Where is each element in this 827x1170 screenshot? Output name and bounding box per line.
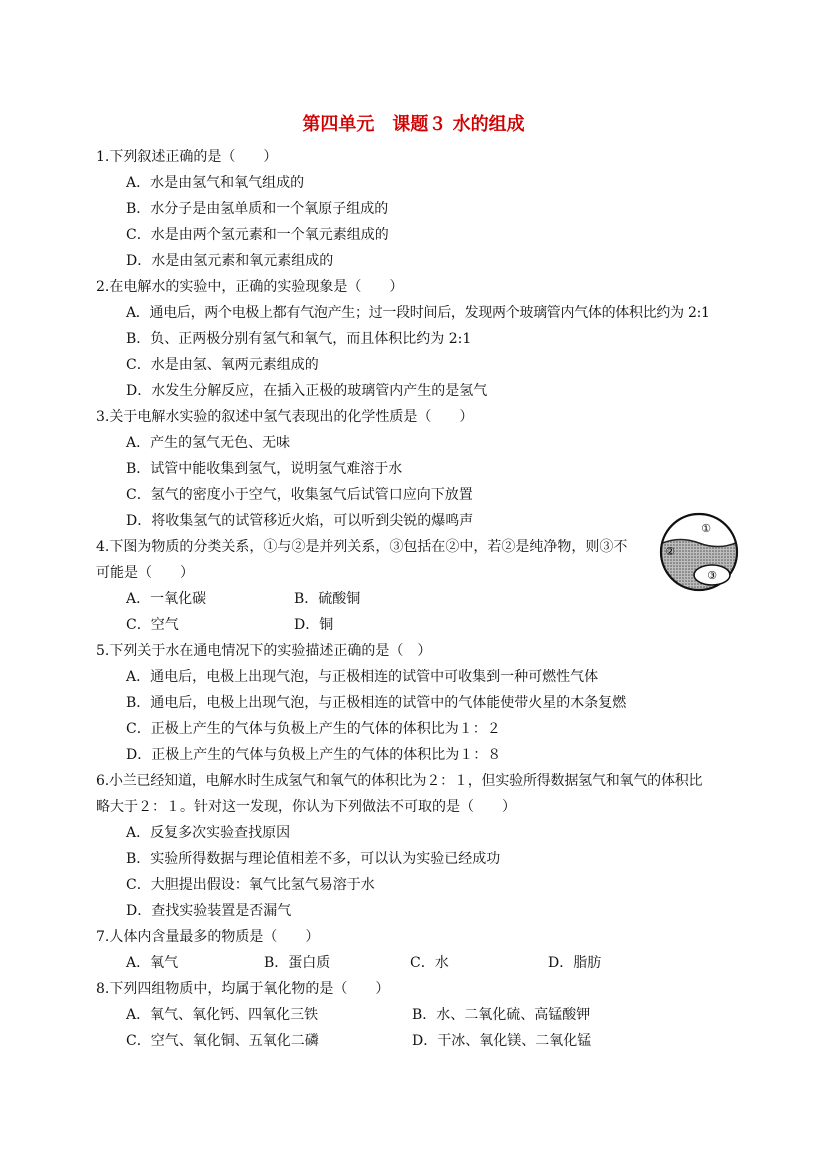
question-5-option-d: D．正极上产生的气体与负极上产生的气体的体积比为１：８ — [126, 747, 502, 763]
question-6-option-b: B．实验所得数据与理论值相差不多，可以认为实验已经成功 — [126, 851, 501, 867]
question-8-option-c: C．空气、氧化铜、五氧化二磷 — [126, 1033, 319, 1049]
question-8-option-a: A．氧气、氧化钙、四氧化三铁 — [126, 1007, 319, 1023]
question-3-option-a: A．产生的氢气无色、无味 — [126, 435, 291, 451]
question-5-option-b: B．通电后，电极上出现气泡，与正极相连的试管中的气体能使带火星的木条复燃 — [126, 695, 627, 711]
question-2-option-c: C．水是由氢、氧两元素组成的 — [126, 357, 319, 373]
question-2-option-a: A．通电后，两个电极上都有气泡产生；过一段时间后，发现两个玻璃管内气体的体积比约为 2:1 — [126, 305, 710, 321]
question-6-stem-line-1: 6.小兰已经知道，电解水时生成氢气和氧气的体积比为２：１，但实验所得数据氢气和氧气的体积比 — [96, 773, 703, 789]
question-2-option-b: B．负、正两极分别有氢气和氧气，而且体积比约为 2:1 — [126, 331, 472, 347]
question-4-option-b: B．硫酸铜 — [294, 591, 361, 607]
question-1-option-a: A．水是由氢气和氧气组成的 — [126, 175, 305, 191]
question-3-stem: 3.关于电解水实验的叙述中氢气表现出的化学性质是（ ） — [96, 409, 474, 425]
label-circle-3: ③ — [707, 569, 717, 582]
question-1-option-d: D．水是由氢元素和氧元素组成的 — [126, 253, 334, 269]
question-list — [96, 144, 746, 1054]
question-6-option-d: D．查找实验装置是否漏气 — [126, 903, 292, 919]
question-4-options-row-1 — [126, 586, 746, 612]
question-6-option-c: C．大胆提出假设：氧气比氢气易溶于水 — [126, 877, 375, 893]
question-8-option-d: D．干冰、氧化镁、二氧化锰 — [412, 1033, 592, 1049]
question-4-option-c: C．空气 — [126, 617, 179, 633]
question-3-option-c: C．氢气的密度小于空气，收集氢气后试管口应向下放置 — [126, 487, 473, 503]
question-3-option-d: D．将收集氢气的试管移近火焰，可以听到尖锐的爆鸣声 — [126, 513, 474, 529]
question-8-stem: 8.下列四组物质中，均属于氧化物的是（ ） — [96, 981, 390, 997]
question-5-option-a: A．通电后，电极上出现气泡，与正极相连的试管中可收集到一种可燃性气体 — [126, 669, 599, 685]
question-2-stem: 2.在电解水的实验中，正确的实验现象是（ ） — [96, 279, 404, 295]
question-2-option-d: D．水发生分解反应，在插入正极的玻璃管内产生的是氢气 — [126, 383, 488, 399]
question-1-option-b: B．水分子是由氢单质和一个氧原子组成的 — [126, 201, 389, 217]
question-7-stem: 7.人体内含量最多的物质是（ ） — [96, 929, 320, 945]
question-3-option-b: B．试管中能收集到氢气，说明氢气难溶于水 — [126, 461, 403, 477]
question-7-option-b: B．蛋白质 — [264, 955, 331, 971]
question-4-option-a: A．一氧化碳 — [126, 591, 207, 607]
label-circle-1: ① — [701, 522, 711, 535]
question-4-stem-line-2: 可能是（ ） — [96, 565, 194, 581]
question-8-option-b: B．水、二氧化硫、高锰酸钾 — [412, 1007, 591, 1023]
question-7-options-row — [126, 950, 746, 976]
question-6-stem-line-2: 略大于２：１。针对这一发现，你认为下列做法不可取的是（ ） — [96, 799, 516, 815]
question-4-option-d: D．铜 — [294, 617, 334, 633]
question-1-stem: 1.下列叙述正确的是（ ） — [96, 149, 278, 165]
page-title: 第四单元 课题３ 水的组成 — [302, 114, 525, 135]
question-7-option-a: A．氧气 — [126, 955, 179, 971]
question-7-option-d: D．脂肪 — [548, 955, 602, 971]
question-5-option-c: C．正极上产生的气体与负极上产生的气体的体积比为１：２ — [126, 721, 501, 737]
question-4-options-row-2 — [126, 612, 746, 638]
question-4-stem-line-1: 4.下图为物质的分类关系，①与②是并列关系，③包括在②中，若②是纯净物，则③不 — [96, 539, 628, 555]
question-7-option-c: C．水 — [410, 955, 449, 971]
question-6-option-a: A．反复多次实验查找原因 — [126, 825, 291, 841]
question-8-options-row-1 — [126, 1002, 746, 1028]
label-circle-2: ② — [665, 545, 675, 558]
question-1-option-c: C．水是由两个氢元素和一个氧元素组成的 — [126, 227, 389, 243]
question-8-options-row-2 — [126, 1028, 746, 1054]
classification-diagram — [658, 505, 740, 595]
question-5-stem: 5.下列关于水在通电情况下的实验描述正确的是（ ） — [96, 643, 432, 659]
